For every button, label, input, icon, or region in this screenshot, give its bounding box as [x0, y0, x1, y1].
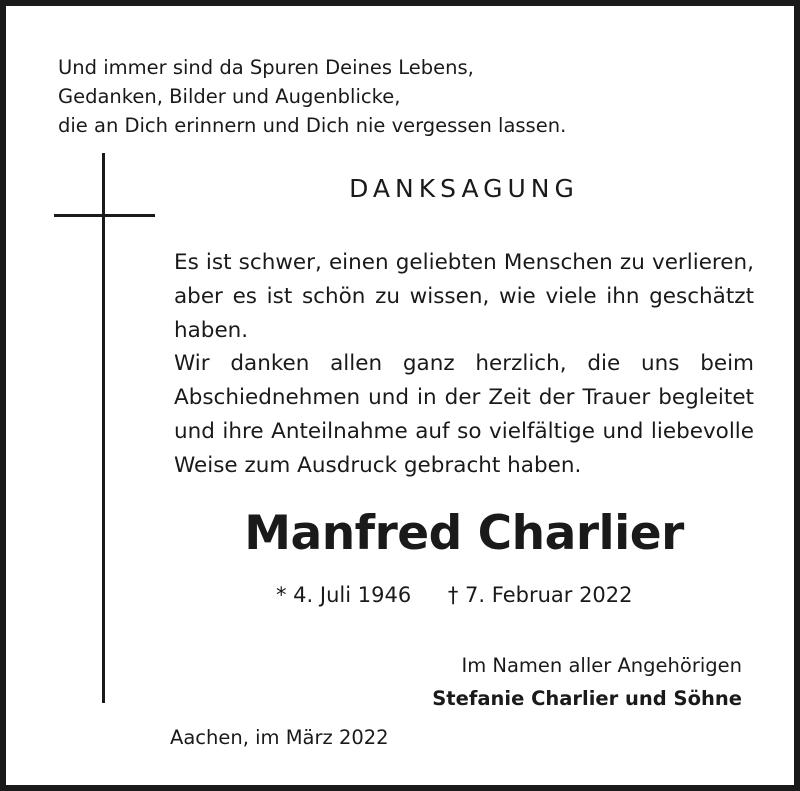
- birth-date: * 4. Juli 1946: [276, 583, 412, 607]
- life-dates: [276, 583, 633, 607]
- signature: [432, 649, 742, 715]
- verse-line: die an Dich erinnern und Dich nie vergessen lassen.: [58, 114, 567, 137]
- signature-intro: Im Namen aller Angehörigen: [461, 654, 742, 677]
- cross-icon: [102, 153, 105, 703]
- death-date: † 7. Februar 2022: [447, 583, 633, 607]
- thanks-paragraph: Es ist schwer, einen geliebten Menschen zu verlieren, aber es ist schön zu wissen, wie viele ihn geschätzt haben.: [174, 250, 754, 343]
- place-date: Aachen, im März 2022: [170, 726, 389, 749]
- signers: Stefanie Charlier und Söhne: [432, 687, 742, 710]
- verse-line: Und immer sind da Spuren Deines Lebens,: [58, 56, 474, 79]
- cross-icon: [54, 214, 155, 217]
- thanks-paragraph: Wir danken allen ganz herzlich, die uns beim Abschiednehmen und in der Zeit der Trauer begleitet und ihre Anteilnahme auf so vielfältige und liebevolle Weise zum Ausdruck gebracht haben.: [174, 351, 754, 478]
- deceased-name: Manfred Charlier: [244, 506, 684, 561]
- verse: [58, 53, 566, 140]
- verse-line: Gedanken, Bilder und Augenblicke,: [58, 85, 401, 108]
- heading: DANKSAGUNG: [349, 174, 579, 203]
